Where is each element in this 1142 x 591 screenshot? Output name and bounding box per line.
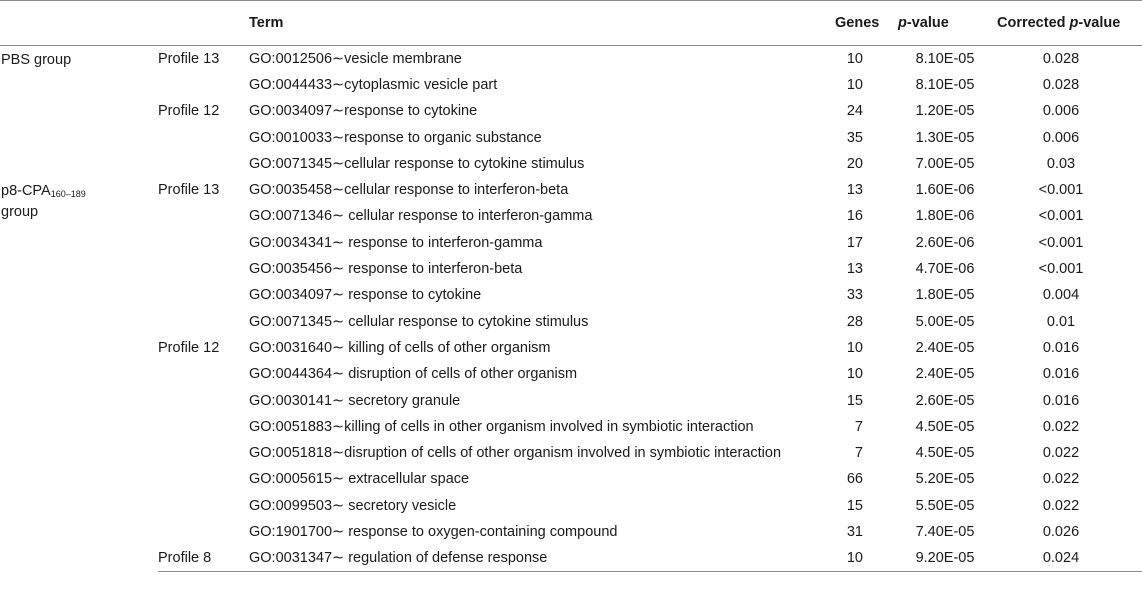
group-label-pbs	[0, 46, 158, 177]
table-row	[0, 124, 1142, 150]
term-cell: GO:0035456∼ response to interferon-beta	[249, 261, 523, 278]
corrected-pvalue-cell	[991, 493, 1142, 519]
genes-cell	[835, 124, 890, 150]
pvalue-cell-value: 7.40E-05	[915, 523, 975, 540]
genes-cell-value: 15	[846, 497, 863, 514]
corrected-pvalue-cell-value: 0.004	[1042, 287, 1080, 304]
genes-cell-value: 13	[846, 182, 863, 199]
corrected-pvalue-cell	[991, 124, 1142, 150]
genes-cell	[835, 361, 890, 387]
corrected-pvalue-cell-value: 0.022	[1042, 471, 1080, 488]
table-row	[0, 335, 1142, 361]
pvalue-cell	[890, 230, 991, 256]
header-corrected-pvalue	[991, 1, 1142, 46]
genes-cell-value: 10	[846, 76, 863, 93]
genes-cell	[835, 308, 890, 334]
term-cell: GO:0044364∼ disruption of cells of other organism	[249, 366, 578, 383]
profile-cell	[158, 72, 249, 98]
genes-cell-value: 33	[846, 287, 863, 304]
corrected-pvalue-cell-value: 0.03	[1046, 155, 1076, 172]
genes-cell-value: 28	[846, 313, 863, 330]
header-corrected-italic: p	[1069, 15, 1079, 31]
pvalue-cell	[890, 361, 991, 387]
corrected-pvalue-cell-value: 0.022	[1042, 418, 1080, 435]
genes-cell-value: 13	[846, 261, 863, 278]
pvalue-cell	[890, 124, 991, 150]
corrected-pvalue-cell-value: 0.016	[1042, 392, 1080, 409]
corrected-pvalue-cell	[991, 361, 1142, 387]
corrected-pvalue-cell-value: 0.016	[1042, 339, 1080, 356]
corrected-pvalue-cell	[991, 519, 1142, 545]
genes-cell	[835, 151, 890, 177]
profile-cell	[158, 466, 249, 492]
table-row	[0, 519, 1142, 545]
profile-cell	[158, 203, 249, 229]
term-cell: GO:0035458∼cellular response to interferon-beta	[249, 182, 569, 199]
profile-cell	[158, 519, 249, 545]
term-cell: GO:0031347∼ regulation of defense response	[249, 545, 835, 571]
pvalue-cell	[890, 46, 991, 72]
pvalue-cell-value: 5.00E-05	[915, 313, 975, 330]
table-row	[0, 72, 1142, 98]
pvalue-cell-value: 5.50E-05	[915, 497, 975, 514]
genes-cell-value: 35	[846, 129, 863, 146]
table-row	[0, 361, 1142, 387]
pvalue-cell	[890, 387, 991, 413]
genes-cell	[835, 493, 890, 519]
corrected-pvalue-cell-value: <0.001	[1038, 234, 1084, 251]
corrected-pvalue-cell	[991, 98, 1142, 124]
header-corrected-prefix: Corrected	[997, 15, 1070, 31]
genes-cell	[835, 72, 890, 98]
corrected-pvalue-cell	[991, 414, 1142, 440]
profile-cell	[158, 124, 249, 150]
pvalue-cell	[890, 282, 991, 308]
genes-cell-value: 10	[846, 366, 863, 383]
pvalue-cell-value: 1.20E-05	[915, 103, 975, 120]
term-cell: GO:0030141∼ secretory granule	[249, 392, 461, 409]
group-label-p8-cpa	[0, 177, 158, 571]
corrected-pvalue-cell	[991, 387, 1142, 413]
profile-cell	[158, 387, 249, 413]
pvalue-cell-value: 1.30E-05	[915, 129, 975, 146]
genes-cell	[835, 414, 890, 440]
corrected-pvalue-cell	[991, 230, 1142, 256]
genes-cell-value: 10	[846, 339, 863, 356]
corrected-pvalue-cell-value: 0.028	[1042, 50, 1080, 67]
pvalue-cell-value: 2.60E-05	[915, 392, 975, 409]
pvalue-cell	[890, 493, 991, 519]
corrected-pvalue-cell	[991, 46, 1142, 72]
corrected-pvalue-cell	[991, 151, 1142, 177]
corrected-pvalue-cell	[991, 72, 1142, 98]
header-profile	[158, 1, 249, 46]
table-row	[0, 282, 1142, 308]
corrected-pvalue-cell	[991, 203, 1142, 229]
term-cell: GO:0012506∼vesicle membrane	[249, 50, 462, 67]
corrected-pvalue-cell-value: <0.001	[1038, 182, 1084, 199]
genes-cell	[835, 519, 890, 545]
genes-cell	[835, 335, 890, 361]
pvalue-cell	[890, 414, 991, 440]
term-cell: GO:0099503∼ secretory vesicle	[249, 497, 457, 514]
pvalue-cell	[890, 545, 991, 571]
profile-cell	[158, 440, 249, 466]
genes-cell	[835, 387, 890, 413]
table-row	[0, 46, 1142, 72]
pvalue-cell	[890, 151, 991, 177]
genes-cell	[835, 203, 890, 229]
pvalue-cell-value: 4.70E-06	[915, 261, 975, 278]
table-row	[0, 177, 1142, 203]
corrected-pvalue-cell	[991, 466, 1142, 492]
term-cell: GO:0071346∼ cellular response to interferon-gamma	[249, 208, 593, 225]
pvalue-cell-value: 1.60E-06	[915, 182, 975, 199]
profile-cell: Profile 12	[158, 103, 220, 120]
table-row	[0, 308, 1142, 334]
genes-cell-value: 7	[854, 445, 863, 462]
corrected-pvalue-cell	[991, 440, 1142, 466]
genes-cell-value: 20	[846, 155, 863, 172]
genes-cell	[835, 545, 890, 571]
pvalue-cell	[890, 256, 991, 282]
profile-cell: Profile 13	[158, 50, 220, 67]
profile-cell	[158, 151, 249, 177]
pvalue-cell	[890, 203, 991, 229]
table-row	[0, 230, 1142, 256]
term-cell: GO:0031640∼ killing of cells of other organism	[249, 339, 551, 356]
corrected-pvalue-cell-value: 0.01	[1046, 313, 1076, 330]
pvalue-cell-value: 5.20E-05	[915, 471, 975, 488]
table-row	[0, 466, 1142, 492]
corrected-pvalue-cell-value: 0.016	[1042, 366, 1080, 383]
table-row	[0, 440, 1142, 466]
genes-cell	[835, 282, 890, 308]
header-genes: Genes	[835, 1, 890, 46]
group-p8-suffix: group	[1, 203, 39, 220]
term-cell: GO:0051818∼disruption of cells of other organism involved in symbiotic interaction	[249, 445, 782, 462]
header-corrected-rest: -value	[1078, 15, 1121, 31]
pvalue-cell-value: 1.80E-06	[915, 208, 975, 225]
genes-cell	[835, 46, 890, 72]
term-cell: GO:0071345∼ cellular response to cytokine stimulus	[249, 313, 589, 330]
pvalue-cell	[890, 72, 991, 98]
pvalue-cell	[890, 440, 991, 466]
pvalue-cell-value: 7.00E-05	[915, 155, 975, 172]
table-body	[0, 46, 1142, 572]
header-row	[0, 1, 1142, 46]
term-cell: GO:0071345∼cellular response to cytokine stimulus	[249, 155, 585, 172]
corrected-pvalue-cell	[991, 335, 1142, 361]
pvalue-cell	[890, 98, 991, 124]
corrected-pvalue-cell-value: 0.026	[1042, 523, 1080, 540]
genes-cell	[835, 98, 890, 124]
header-pvalue-italic: p	[898, 15, 907, 31]
pvalue-cell-value: 2.60E-06	[915, 234, 975, 251]
header-term: Term	[249, 1, 835, 46]
corrected-pvalue-cell	[991, 308, 1142, 334]
pvalue-cell	[890, 177, 991, 203]
table-row	[0, 256, 1142, 282]
genes-cell-value: 15	[846, 392, 863, 409]
genes-cell-value: 17	[846, 234, 863, 251]
genes-cell-value: 10	[846, 550, 863, 567]
corrected-pvalue-cell-value: <0.001	[1038, 261, 1084, 278]
group-pbs-text: PBS group	[1, 52, 72, 68]
genes-cell	[835, 177, 890, 203]
group-p8-prefix: p8-CPA	[1, 182, 51, 199]
header-pvalue	[890, 1, 991, 46]
genes-cell-value: 31	[846, 523, 863, 540]
term-cell: GO:0034341∼ response to interferon-gamma	[249, 234, 543, 251]
term-cell: GO:0051883∼killing of cells in other organism involved in symbiotic interaction	[249, 418, 754, 435]
table-row	[0, 493, 1142, 519]
term-cell: GO:0044433∼cytoplasmic vesicle part	[249, 76, 498, 93]
group-p8-subscript: 160–189	[50, 188, 86, 199]
pvalue-cell	[890, 308, 991, 334]
corrected-pvalue-cell-value: 0.006	[1042, 129, 1080, 146]
corrected-pvalue-cell	[991, 545, 1142, 571]
genes-cell	[835, 256, 890, 282]
term-cell: GO:0034097∼ response to cytokine	[249, 287, 482, 304]
corrected-pvalue-cell	[991, 256, 1142, 282]
table-row	[0, 414, 1142, 440]
profile-cell	[158, 230, 249, 256]
profile-cell	[158, 361, 249, 387]
genes-cell-value: 66	[846, 471, 863, 488]
profile-cell	[158, 282, 249, 308]
header-pvalue-rest: -value	[906, 15, 949, 31]
genes-cell-value: 7	[854, 418, 863, 435]
genes-cell-value: 16	[846, 208, 863, 225]
pvalue-cell	[890, 466, 991, 492]
genes-cell	[835, 230, 890, 256]
profile-cell: Profile 8	[158, 545, 249, 571]
profile-cell	[158, 414, 249, 440]
pvalue-cell-value: 2.40E-05	[915, 339, 975, 356]
term-cell: GO:0005615∼ extracellular space	[249, 471, 470, 488]
term-cell: GO:0010033∼response to organic substance	[249, 129, 542, 146]
pvalue-cell-value: 9.20E-05	[915, 550, 975, 567]
profile-cell: Profile 12	[158, 339, 220, 356]
genes-cell-value: 24	[846, 103, 863, 120]
profile-cell	[158, 493, 249, 519]
pvalue-cell-value: 4.50E-05	[915, 418, 975, 435]
pvalue-cell-value: 8.10E-05	[915, 76, 975, 93]
pvalue-cell-value: 4.50E-05	[915, 445, 975, 462]
corrected-pvalue-cell-value: 0.022	[1042, 497, 1080, 514]
corrected-pvalue-cell	[991, 282, 1142, 308]
genes-cell	[835, 466, 890, 492]
term-cell: GO:0034097∼response to cytokine	[249, 103, 478, 120]
table-row	[0, 387, 1142, 413]
corrected-pvalue-cell	[991, 177, 1142, 203]
genes-cell-value: 10	[846, 50, 863, 67]
profile-cell	[158, 256, 249, 282]
pvalue-cell-value: 8.10E-05	[915, 50, 975, 67]
pvalue-cell-value: 1.80E-05	[915, 287, 975, 304]
genes-cell	[835, 440, 890, 466]
profile-cell	[158, 308, 249, 334]
corrected-pvalue-cell-value: 0.028	[1042, 76, 1080, 93]
corrected-pvalue-cell-value: 0.022	[1042, 445, 1080, 462]
profile-cell: Profile 13	[158, 182, 220, 199]
header-group	[0, 1, 158, 46]
corrected-pvalue-cell-value: 0.024	[1042, 550, 1080, 567]
table-row	[0, 203, 1142, 229]
pvalue-cell-value: 2.40E-05	[915, 366, 975, 383]
table-row	[0, 151, 1142, 177]
pvalue-cell	[890, 519, 991, 545]
corrected-pvalue-cell-value: 0.006	[1042, 103, 1080, 120]
term-cell: GO:1901700∼ response to oxygen-containing compound	[249, 523, 618, 540]
pvalue-cell	[890, 335, 991, 361]
corrected-pvalue-cell-value: <0.001	[1038, 208, 1084, 225]
table-row	[0, 98, 1142, 124]
table-row	[0, 545, 1142, 571]
